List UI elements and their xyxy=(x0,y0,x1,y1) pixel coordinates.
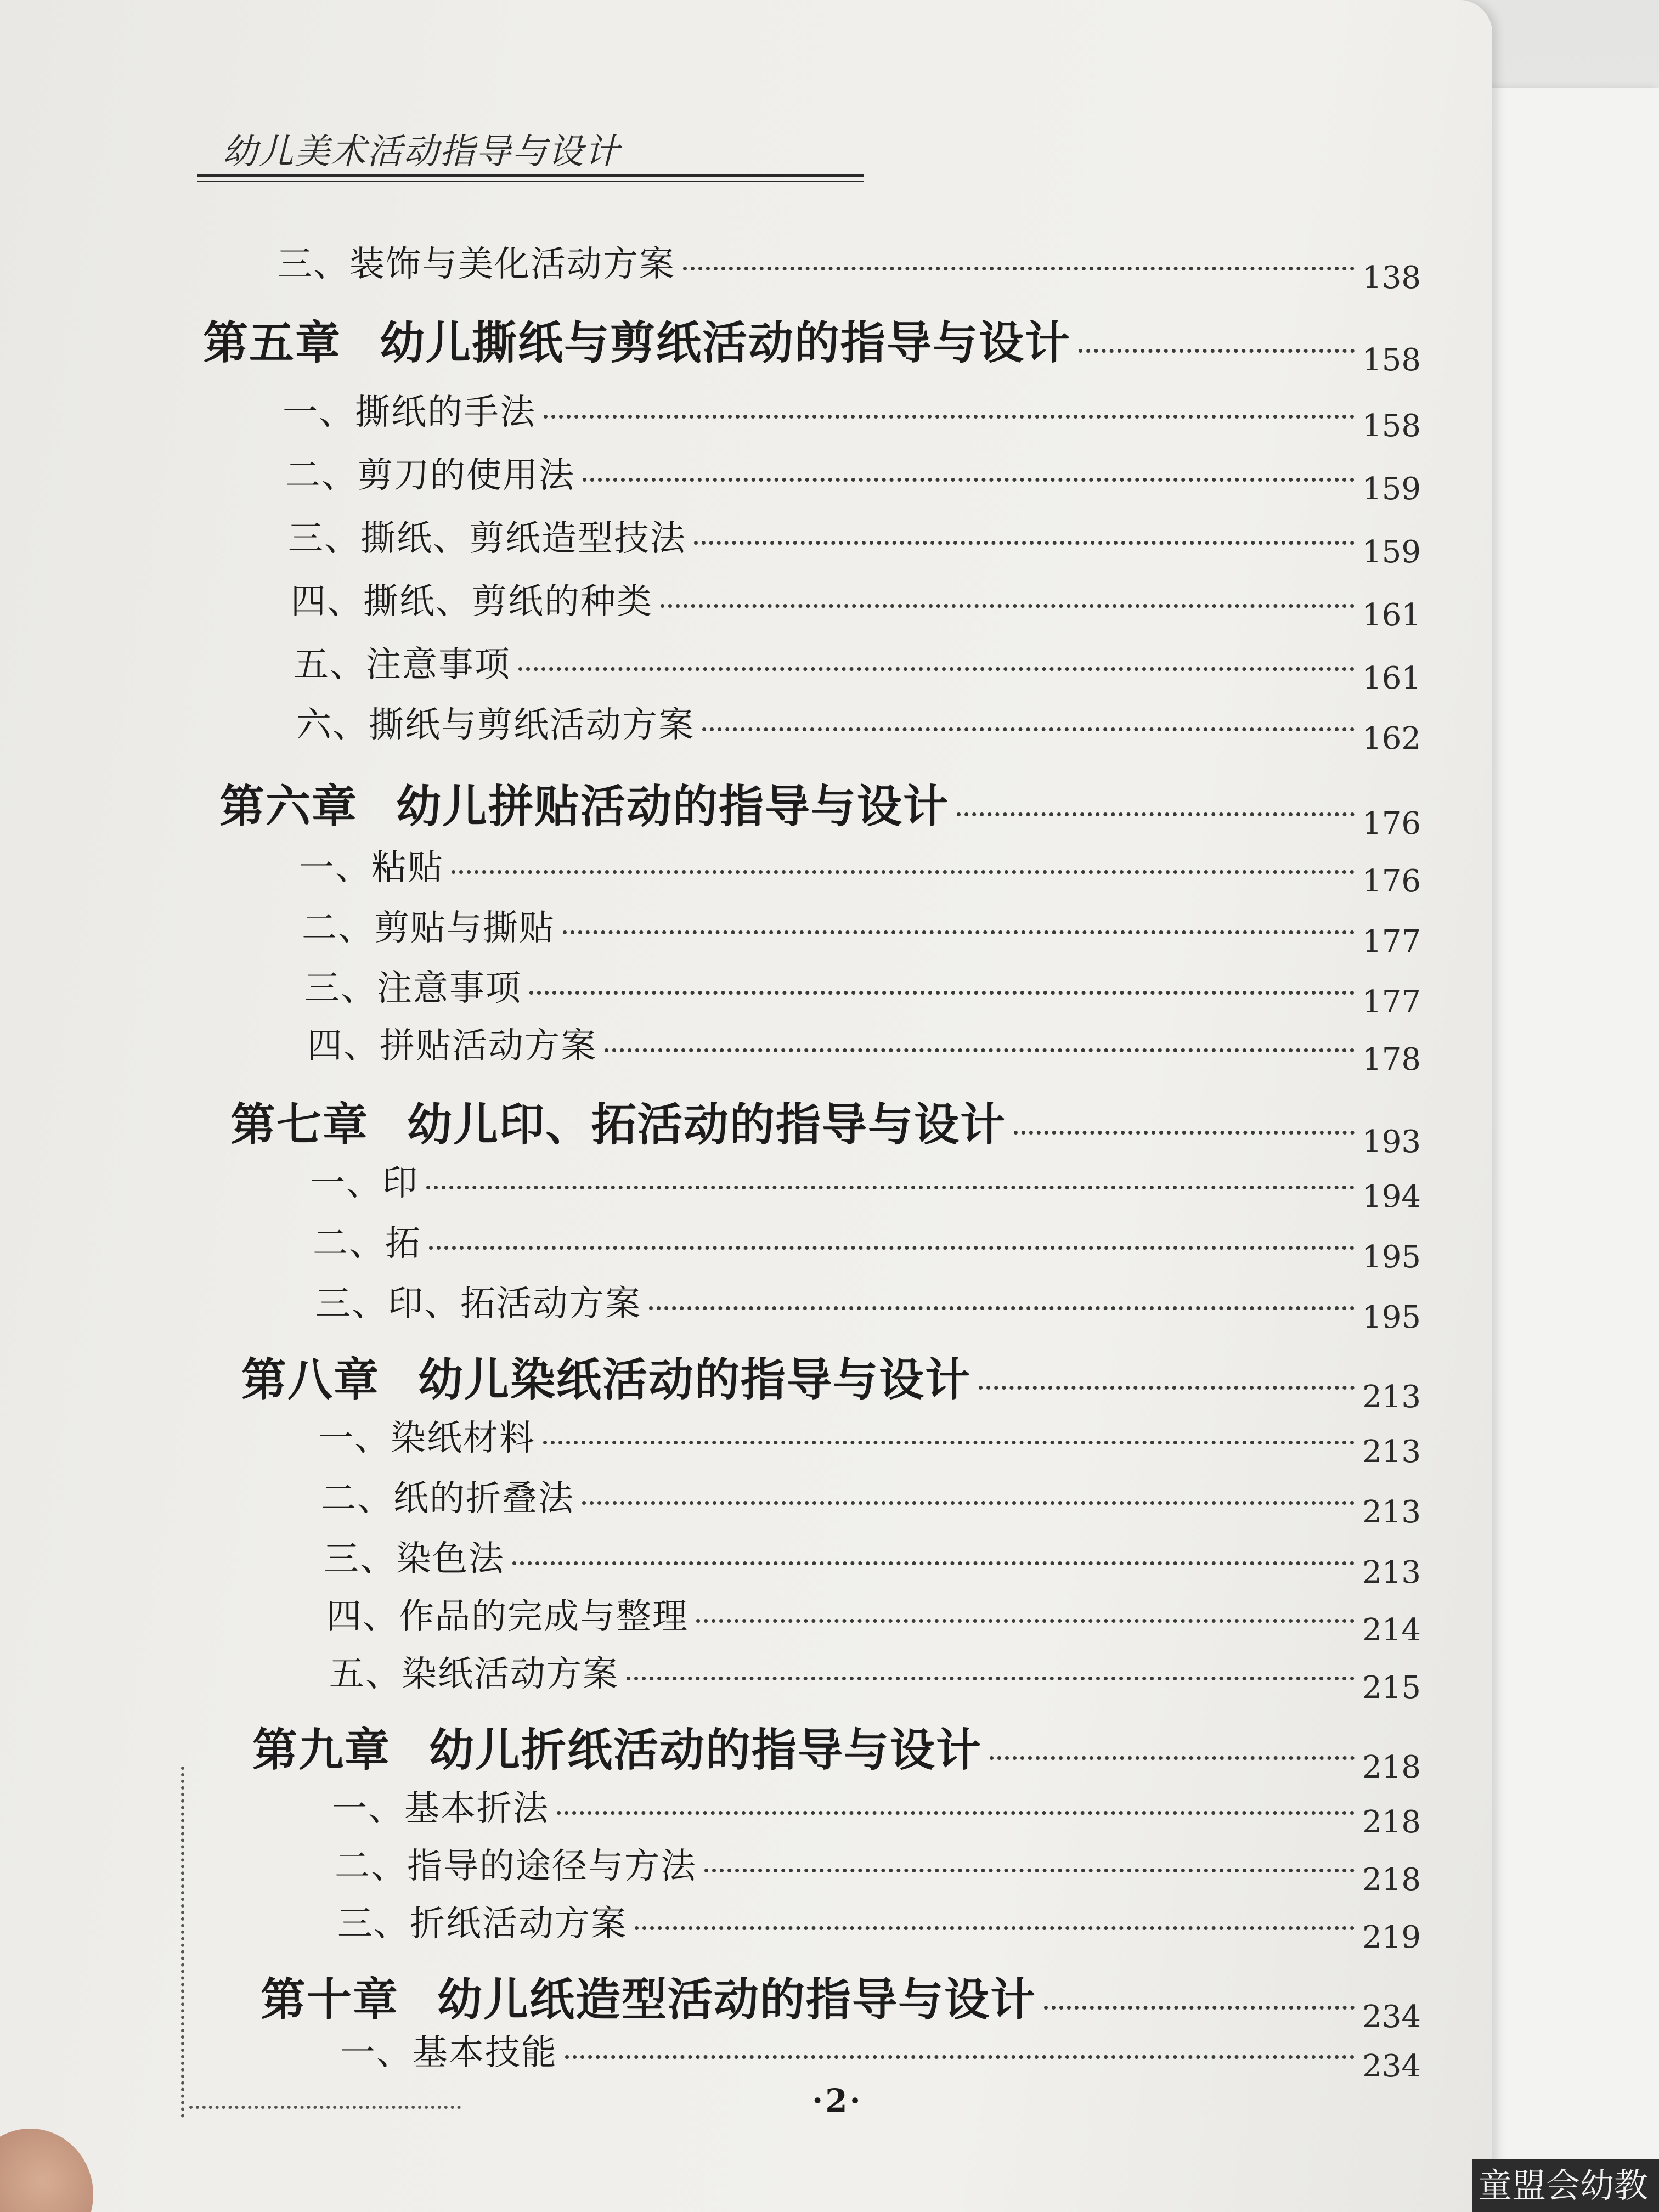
toc-page-number: 213 xyxy=(1362,1434,1421,1470)
chapter-title: 幼儿印、拓活动的指导与设计 xyxy=(407,1098,1007,1151)
toc-chapter-row xyxy=(230,1089,1421,1160)
section-title: 二、指导的途径与方法 xyxy=(335,1846,697,1887)
chapter-title: 幼儿折纸活动的指导与设计 xyxy=(429,1724,983,1776)
section-title: 四、作品的完成与整理 xyxy=(326,1596,689,1637)
toc-page-number: 158 xyxy=(1362,408,1421,444)
toc-chapter-row xyxy=(252,1714,1421,1785)
section-title: 五、注意事项 xyxy=(294,645,511,685)
dot-leader xyxy=(957,812,1355,816)
toc-chapter-row xyxy=(219,771,1421,842)
chapter-number: 第七章 xyxy=(230,1098,369,1151)
toc-page-number: 176 xyxy=(1362,806,1421,842)
dot-leader xyxy=(583,478,1355,482)
toc-page-number: 213 xyxy=(1362,1494,1421,1530)
toc-section-row xyxy=(329,1646,1421,1706)
section-title: 四、撕纸、剪纸的种类 xyxy=(291,582,653,622)
section-title: 六、撕纸与剪纸活动方案 xyxy=(296,705,695,746)
toc-section-row xyxy=(332,1780,1421,1840)
section-title: 三、印、拓活动方案 xyxy=(315,1284,641,1324)
toc-page-number: 162 xyxy=(1362,721,1421,757)
toc-chapter-row xyxy=(203,307,1421,378)
toc-page-number: 218 xyxy=(1362,1750,1421,1785)
toc-section-row xyxy=(326,1588,1421,1648)
dot-leader xyxy=(582,1501,1355,1505)
section-title: 五、染纸活动方案 xyxy=(329,1654,619,1695)
toc-page-number: 138 xyxy=(1362,260,1421,296)
chapter-number: 第六章 xyxy=(219,780,358,833)
chapter-number: 第八章 xyxy=(241,1353,380,1406)
toc-section-row xyxy=(321,1470,1421,1530)
chapter-number: 第九章 xyxy=(252,1724,391,1776)
dot-leader xyxy=(702,727,1355,731)
toc-page-number: 213 xyxy=(1362,1555,1421,1590)
toc-page-number: 195 xyxy=(1362,1239,1421,1275)
running-head: 幼儿美术活动指导与设计 xyxy=(222,132,620,172)
watermark-text: 童盟会幼教 xyxy=(1472,2159,1659,2212)
chapter-title: 幼儿纸造型活动的指导与设计 xyxy=(437,1973,1037,2026)
section-title: 三、注意事项 xyxy=(304,968,522,1009)
toc-page-number: 158 xyxy=(1362,342,1421,378)
toc-section-row xyxy=(337,1895,1421,1955)
dot-leader xyxy=(990,1756,1355,1760)
section-title: 一、染纸材料 xyxy=(318,1418,535,1459)
dot-leader xyxy=(1014,1131,1355,1135)
toc-page-number: 161 xyxy=(1362,661,1421,696)
toc-page-number: 159 xyxy=(1362,534,1421,570)
toc-section-row xyxy=(310,1155,1421,1215)
chapter-title: 幼儿撕纸与剪纸活动的指导与设计 xyxy=(380,317,1071,369)
toc-page-number: 195 xyxy=(1362,1300,1421,1335)
toc-section-row xyxy=(318,1410,1421,1470)
dot-leader xyxy=(704,1869,1355,1872)
toc-section-row xyxy=(291,573,1421,633)
toc-section-row xyxy=(294,636,1421,696)
toc-page-number: 218 xyxy=(1362,1862,1421,1898)
toc-section-row xyxy=(277,236,1421,296)
toc-section-row xyxy=(307,1018,1421,1077)
toc-section-row xyxy=(324,1531,1421,1590)
section-title: 二、剪贴与撕贴 xyxy=(302,908,555,949)
chapter-number: 第五章 xyxy=(203,317,342,369)
dot-leader xyxy=(696,1619,1355,1623)
section-title: 四、拼贴活动方案 xyxy=(307,1026,597,1066)
section-title: 一、印 xyxy=(310,1163,419,1204)
toc-section-row xyxy=(313,1215,1421,1275)
margin-ruler-horizontal xyxy=(189,2106,461,2113)
dot-leader xyxy=(627,1677,1355,1680)
toc-page-number: 159 xyxy=(1362,471,1421,507)
dot-leader xyxy=(635,1926,1355,1930)
toc-page-number: 214 xyxy=(1362,1612,1421,1648)
toc-page-number: 213 xyxy=(1362,1379,1421,1415)
toc-page-number: 234 xyxy=(1362,1999,1421,2035)
dot-leader xyxy=(605,1048,1355,1052)
toc-page-number: 193 xyxy=(1362,1124,1421,1160)
page-number: ·2· xyxy=(812,2082,863,2119)
toc-chapter-row xyxy=(261,1964,1421,2035)
chapter-number: 第十章 xyxy=(261,1973,399,2026)
section-title: 三、撕纸、剪纸造型技法 xyxy=(288,518,686,559)
dot-leader xyxy=(683,267,1355,270)
toc-page-number: 219 xyxy=(1362,1920,1421,1955)
chapter-title: 幼儿染纸活动的指导与设计 xyxy=(418,1353,972,1406)
toc-page-number: 176 xyxy=(1362,864,1421,899)
toc-page-number: 194 xyxy=(1362,1179,1421,1215)
section-title: 一、基本折法 xyxy=(332,1788,549,1829)
chapter-heading xyxy=(241,1344,971,1408)
dot-leader xyxy=(512,1561,1355,1565)
dot-leader xyxy=(1079,349,1355,353)
next-page-edge xyxy=(1470,88,1659,2212)
dot-leader xyxy=(426,1186,1355,1189)
toc-section-row xyxy=(296,697,1421,757)
dot-leader xyxy=(694,541,1355,545)
dot-leader xyxy=(429,1246,1355,1250)
section-title: 一、撕纸的手法 xyxy=(283,392,536,433)
chapter-heading xyxy=(252,1714,982,1779)
dot-leader xyxy=(557,1811,1355,1815)
dot-leader xyxy=(544,415,1355,419)
chapter-title: 幼儿拼贴活动的指导与设计 xyxy=(396,780,950,833)
section-title: 三、染色法 xyxy=(324,1539,505,1579)
toc-chapter-row xyxy=(241,1344,1421,1415)
dot-leader xyxy=(452,870,1355,874)
section-title: 一、粘贴 xyxy=(299,848,444,888)
toc-page-number: 178 xyxy=(1362,1042,1421,1077)
toc-section-row xyxy=(335,1838,1421,1898)
toc-page-number: 234 xyxy=(1362,2049,1421,2084)
toc-page-number: 161 xyxy=(1362,597,1421,633)
dot-leader xyxy=(518,667,1355,671)
dot-leader xyxy=(649,1306,1355,1310)
section-title: 二、纸的折叠法 xyxy=(321,1479,574,1519)
toc-section-row xyxy=(302,900,1421,960)
section-title: 二、拓 xyxy=(313,1223,421,1264)
toc-page-number: 177 xyxy=(1362,924,1421,960)
toc-section-row xyxy=(285,447,1421,507)
section-title: 三、折纸活动方案 xyxy=(337,1904,627,1944)
toc-section-row xyxy=(304,960,1421,1020)
dot-leader xyxy=(979,1386,1355,1390)
toc-section-row xyxy=(283,384,1421,444)
toc-section-row xyxy=(288,510,1421,570)
dot-leader xyxy=(563,930,1355,934)
toc-page-number: 215 xyxy=(1362,1670,1421,1706)
toc-page-number: 218 xyxy=(1362,1804,1421,1840)
section-title: 三、装饰与美化活动方案 xyxy=(277,244,675,285)
toc-page-number: 177 xyxy=(1362,984,1421,1020)
toc-section-row xyxy=(340,2024,1421,2084)
section-title: 二、剪刀的使用法 xyxy=(285,455,575,496)
dot-leader xyxy=(543,1441,1355,1444)
toc-section-row xyxy=(315,1276,1421,1335)
section-title: 一、基本技能 xyxy=(340,2033,557,2073)
toc-section-row xyxy=(299,839,1421,899)
margin-ruler-vertical xyxy=(181,1767,190,2118)
dot-leader xyxy=(661,604,1355,608)
chapter-heading xyxy=(219,771,949,835)
chapter-heading xyxy=(230,1089,1006,1153)
chapter-heading xyxy=(261,1964,1036,2028)
chapter-heading xyxy=(203,307,1071,371)
dot-leader xyxy=(1044,2006,1355,2010)
dot-leader xyxy=(529,991,1355,995)
dot-leader xyxy=(565,2055,1355,2059)
